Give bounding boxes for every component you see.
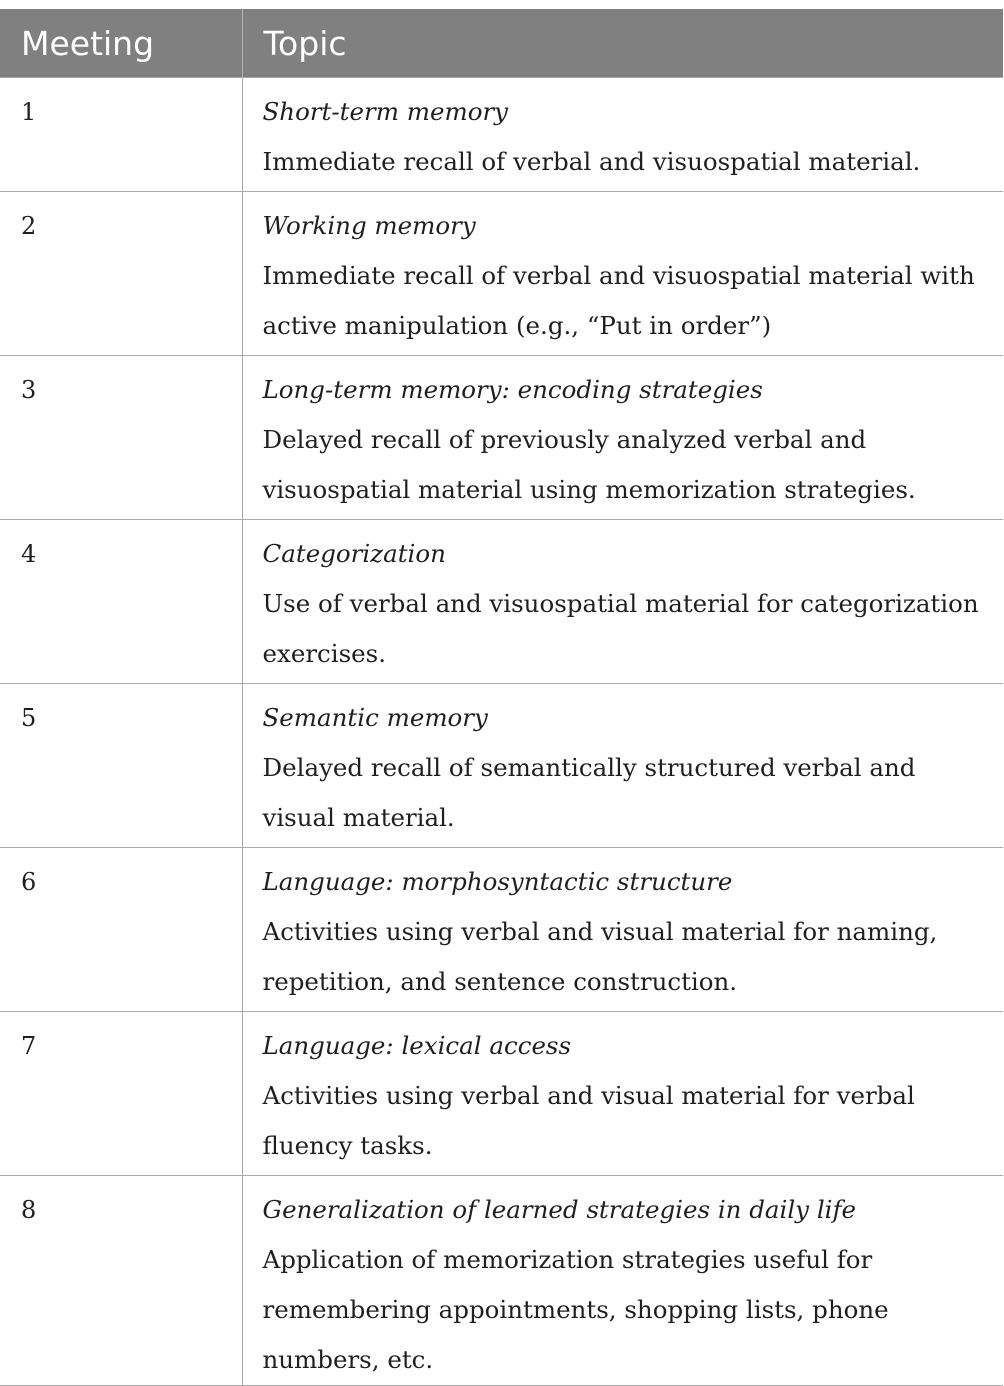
topic-cell bbox=[242, 356, 1003, 520]
topic-description: Immediate recall of verbal and visuospatial material. bbox=[262, 147, 921, 176]
header-row bbox=[0, 9, 1003, 78]
topic-description: Use of verbal and visuospatial material for categorization exercises. bbox=[262, 589, 979, 668]
meeting-number: 2 bbox=[0, 192, 242, 356]
table-row bbox=[0, 684, 1003, 848]
topic-title: Working memory bbox=[262, 211, 476, 240]
topic-cell bbox=[242, 192, 1003, 356]
topic-title: Categorization bbox=[262, 539, 446, 568]
table-row bbox=[0, 356, 1003, 520]
topic-cell bbox=[242, 684, 1003, 848]
meetings-table bbox=[0, 9, 1003, 1386]
topic-title: Language: morphosyntactic structure bbox=[262, 867, 733, 896]
meeting-number: 5 bbox=[0, 684, 242, 848]
column-header-meeting: Meeting bbox=[0, 9, 242, 78]
table-row bbox=[0, 1176, 1003, 1386]
table-row bbox=[0, 192, 1003, 356]
topic-title: Short-term memory bbox=[262, 97, 508, 126]
topic-description: Activities using verbal and visual material for naming, repetition, and sentence construction. bbox=[262, 917, 938, 996]
meeting-number: 1 bbox=[0, 78, 242, 192]
topic-cell bbox=[242, 78, 1003, 192]
meeting-number: 4 bbox=[0, 520, 242, 684]
topic-description: Activities using verbal and visual material for verbal fluency tasks. bbox=[262, 1081, 915, 1160]
topic-title: Long-term memory: encoding strategies bbox=[262, 375, 763, 404]
topic-title: Language: lexical access bbox=[262, 1031, 572, 1060]
topic-cell bbox=[242, 1012, 1003, 1176]
table-row bbox=[0, 1012, 1003, 1176]
table-row bbox=[0, 848, 1003, 1012]
table-body bbox=[0, 78, 1003, 1386]
meeting-number: 7 bbox=[0, 1012, 242, 1176]
topic-cell bbox=[242, 848, 1003, 1012]
topic-cell bbox=[242, 1176, 1003, 1386]
meeting-number: 8 bbox=[0, 1176, 242, 1386]
column-header-topic: Topic bbox=[242, 9, 1003, 78]
topic-title: Semantic memory bbox=[262, 703, 488, 732]
meeting-number: 3 bbox=[0, 356, 242, 520]
topic-title: Generalization of learned strategies in daily life bbox=[262, 1195, 857, 1224]
topic-description: Delayed recall of semantically structured verbal and visual material. bbox=[262, 753, 916, 832]
meetings-table-container bbox=[0, 9, 1003, 1386]
table-row bbox=[0, 520, 1003, 684]
topic-cell bbox=[242, 520, 1003, 684]
table-header bbox=[0, 9, 1003, 78]
topic-description: Immediate recall of verbal and visuospatial material with active manipulation (e.g., “Put in order”) bbox=[262, 261, 975, 340]
table-row bbox=[0, 78, 1003, 192]
meeting-number: 6 bbox=[0, 848, 242, 1012]
topic-description: Delayed recall of previously analyzed verbal and visuospatial material using memorization strategies. bbox=[262, 425, 916, 504]
topic-description: Application of memorization strategies useful for remembering appointments, shopping lists, phone numbers, etc. bbox=[262, 1245, 889, 1374]
